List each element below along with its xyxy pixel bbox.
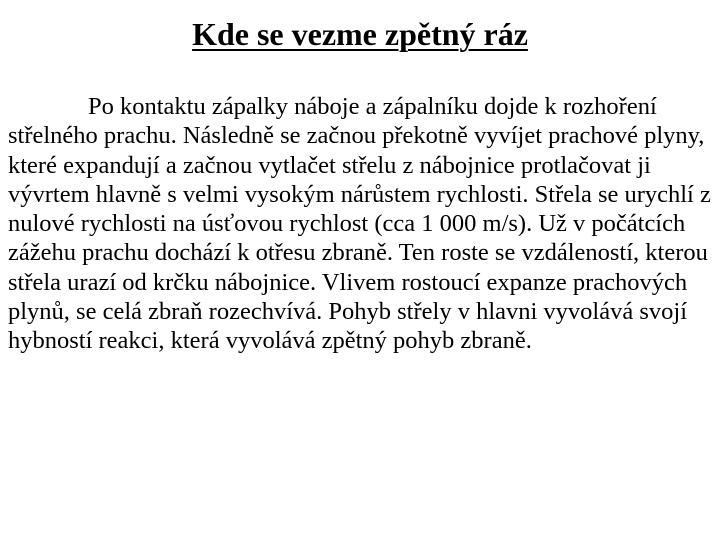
- slide-title: Kde se vezme zpětný ráz: [192, 16, 528, 52]
- slide-body-paragraph: Po kontaktu zápalky náboje a zápalníku dojde k rozhoření střelného prachu. Následně se začnou překotně vyvíjet prachové plyny, které expandují a začnou vytlačet střelu z nábojnice protlačovat ji vývrtem hlavně s velmi vysokým nárůstem rychlosti. Střela se urychlí z nulové rychlosti na úsťovou rychlost (cca 1 000 m/s). Už v počátcích zážehu prachu dochází k otřesu zbraně. Ten roste se vzdáleností, kterou střela urazí od krčku nábojnice. Vlivem rostoucí expanze prachových plynů, se celá zbraň rozechvívá. Pohyb střely v hlavni vyvolává svojí hybností reakci, která vyvolává zpětný pohyb zbraně.: [8, 93, 711, 355]
